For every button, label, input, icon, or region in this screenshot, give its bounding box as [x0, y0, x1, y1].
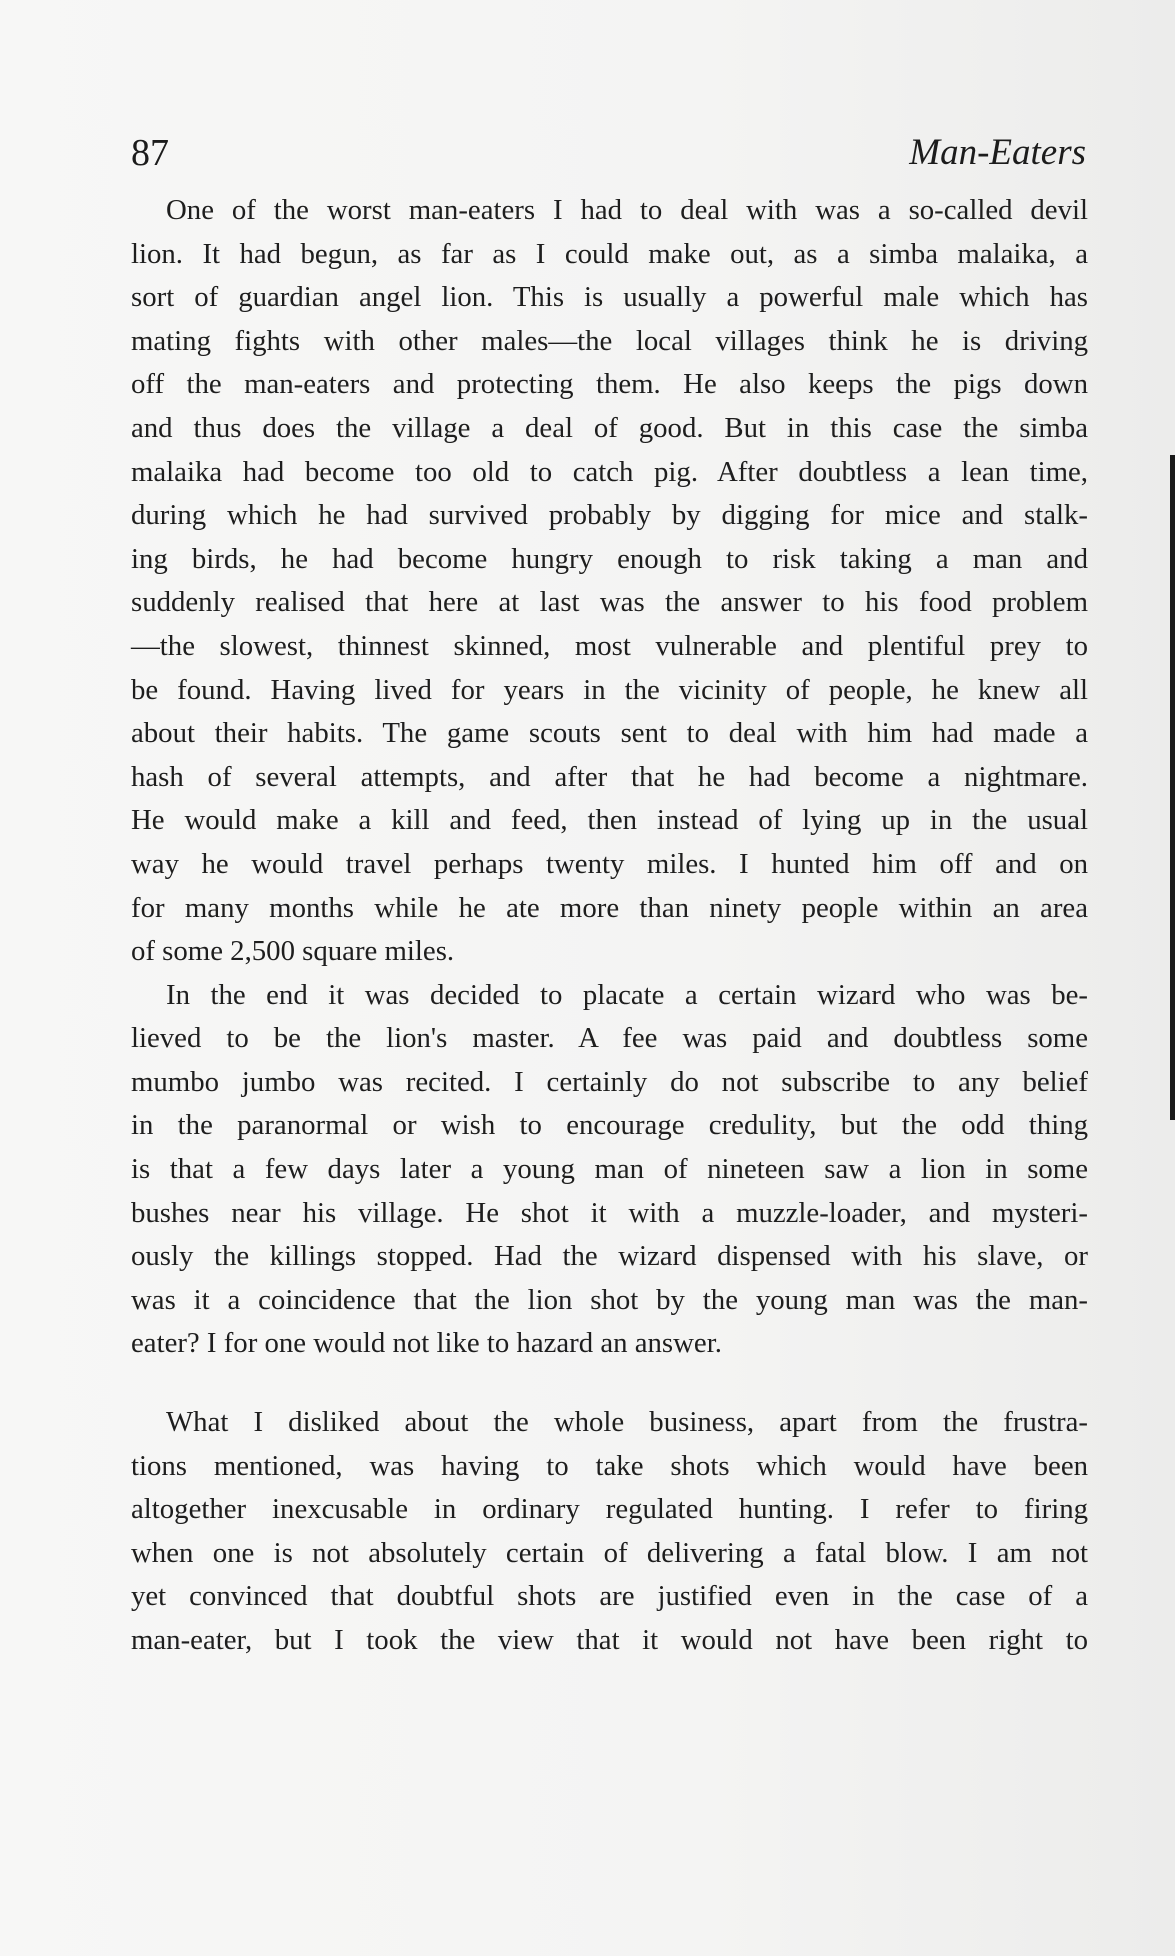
text-line: off the man-eaters and protecting them. He also keeps the pigs down: [131, 368, 1088, 401]
running-head: [131, 128, 1086, 178]
section-title: Man-Eaters: [909, 132, 1086, 173]
text-line: lieved to be the lion's master. A fee was paid and doubtless some: [131, 1022, 1088, 1055]
text-line: ously the killings stopped. Had the wizard dispensed with his slave, or: [131, 1240, 1088, 1273]
text-line: for many months while he ate more than ninety people within an area: [131, 891, 1088, 924]
body-text: [131, 189, 1088, 1663]
text-line: of some 2,500 square miles.: [131, 935, 455, 968]
paragraph-1: [131, 189, 1088, 974]
paragraph-3: [131, 1401, 1088, 1663]
text-line: and thus does the village a deal of good. But in this case the simba: [131, 411, 1088, 444]
text-line: about their habits. The game scouts sent to deal with him had made a: [131, 717, 1088, 750]
text-line: He would make a kill and feed, then instead of lying up in the usual: [131, 804, 1088, 837]
text-line: be found. Having lived for years in the vicinity of people, he knew all: [131, 673, 1088, 706]
text-line: One of the worst man-eaters I had to deal with was a so-called devil: [166, 194, 1088, 226]
text-line: way he would travel perhaps twenty miles. I hunted him off and on: [131, 847, 1088, 880]
text-line: What I disliked about the whole business, apart from the frustra-: [166, 1406, 1088, 1439]
text-line: In the end it was decided to placate a certain wizard who was be-: [166, 978, 1088, 1011]
page-edge-shadow: [1170, 455, 1175, 1120]
text-line: bushes near his village. He shot it with a muzzle-loader, and mysteri-: [131, 1196, 1088, 1229]
text-line: —the slowest, thinnest skinned, most vulnerable and plentiful prey to: [131, 629, 1088, 662]
text-line: sort of guardian angel lion. This is usually a powerful male which has: [131, 281, 1088, 314]
text-line: was it a coincidence that the lion shot by the young man was the man-: [131, 1283, 1088, 1316]
text-line: eater? I for one would not like to hazard an answer.: [131, 1327, 722, 1360]
text-line: ing birds, he had become hungry enough to risk taking a man and: [131, 542, 1088, 575]
text-line: is that a few days later a young man of nineteen saw a lion in some: [131, 1153, 1088, 1186]
paragraph-2: [131, 974, 1088, 1366]
text-line: suddenly realised that here at last was the answer to his food problem: [131, 586, 1088, 619]
text-line: man-eater, but I took the view that it would not have been right to: [131, 1624, 1088, 1656]
text-line: when one is not absolutely certain of delivering a fatal blow. I am not: [131, 1536, 1088, 1569]
page-number: 87: [131, 132, 169, 174]
text-line: tions mentioned, was having to take shots which would have been: [131, 1449, 1088, 1482]
text-line: hash of several attempts, and after that he had become a nightmare.: [131, 760, 1088, 793]
text-line: mating fights with other males—the local villages think he is driving: [131, 324, 1088, 357]
text-line: during which he had survived probably by digging for mice and stalk-: [131, 499, 1088, 532]
text-line: yet convinced that doubtful shots are justified even in the case of a: [131, 1580, 1088, 1613]
text-line: malaika had become too old to catch pig. After doubtless a lean time,: [131, 455, 1088, 488]
text-line: altogether inexcusable in ordinary regulated hunting. I refer to firing: [131, 1493, 1088, 1526]
text-line: lion. It had begun, as far as I could make out, as a simba malaika, a: [131, 237, 1088, 270]
text-line: in the paranormal or wish to encourage credulity, but the odd thing: [131, 1109, 1088, 1142]
section-break: [131, 1366, 1088, 1401]
text-line: mumbo jumbo was recited. I certainly do not subscribe to any belief: [131, 1065, 1088, 1098]
